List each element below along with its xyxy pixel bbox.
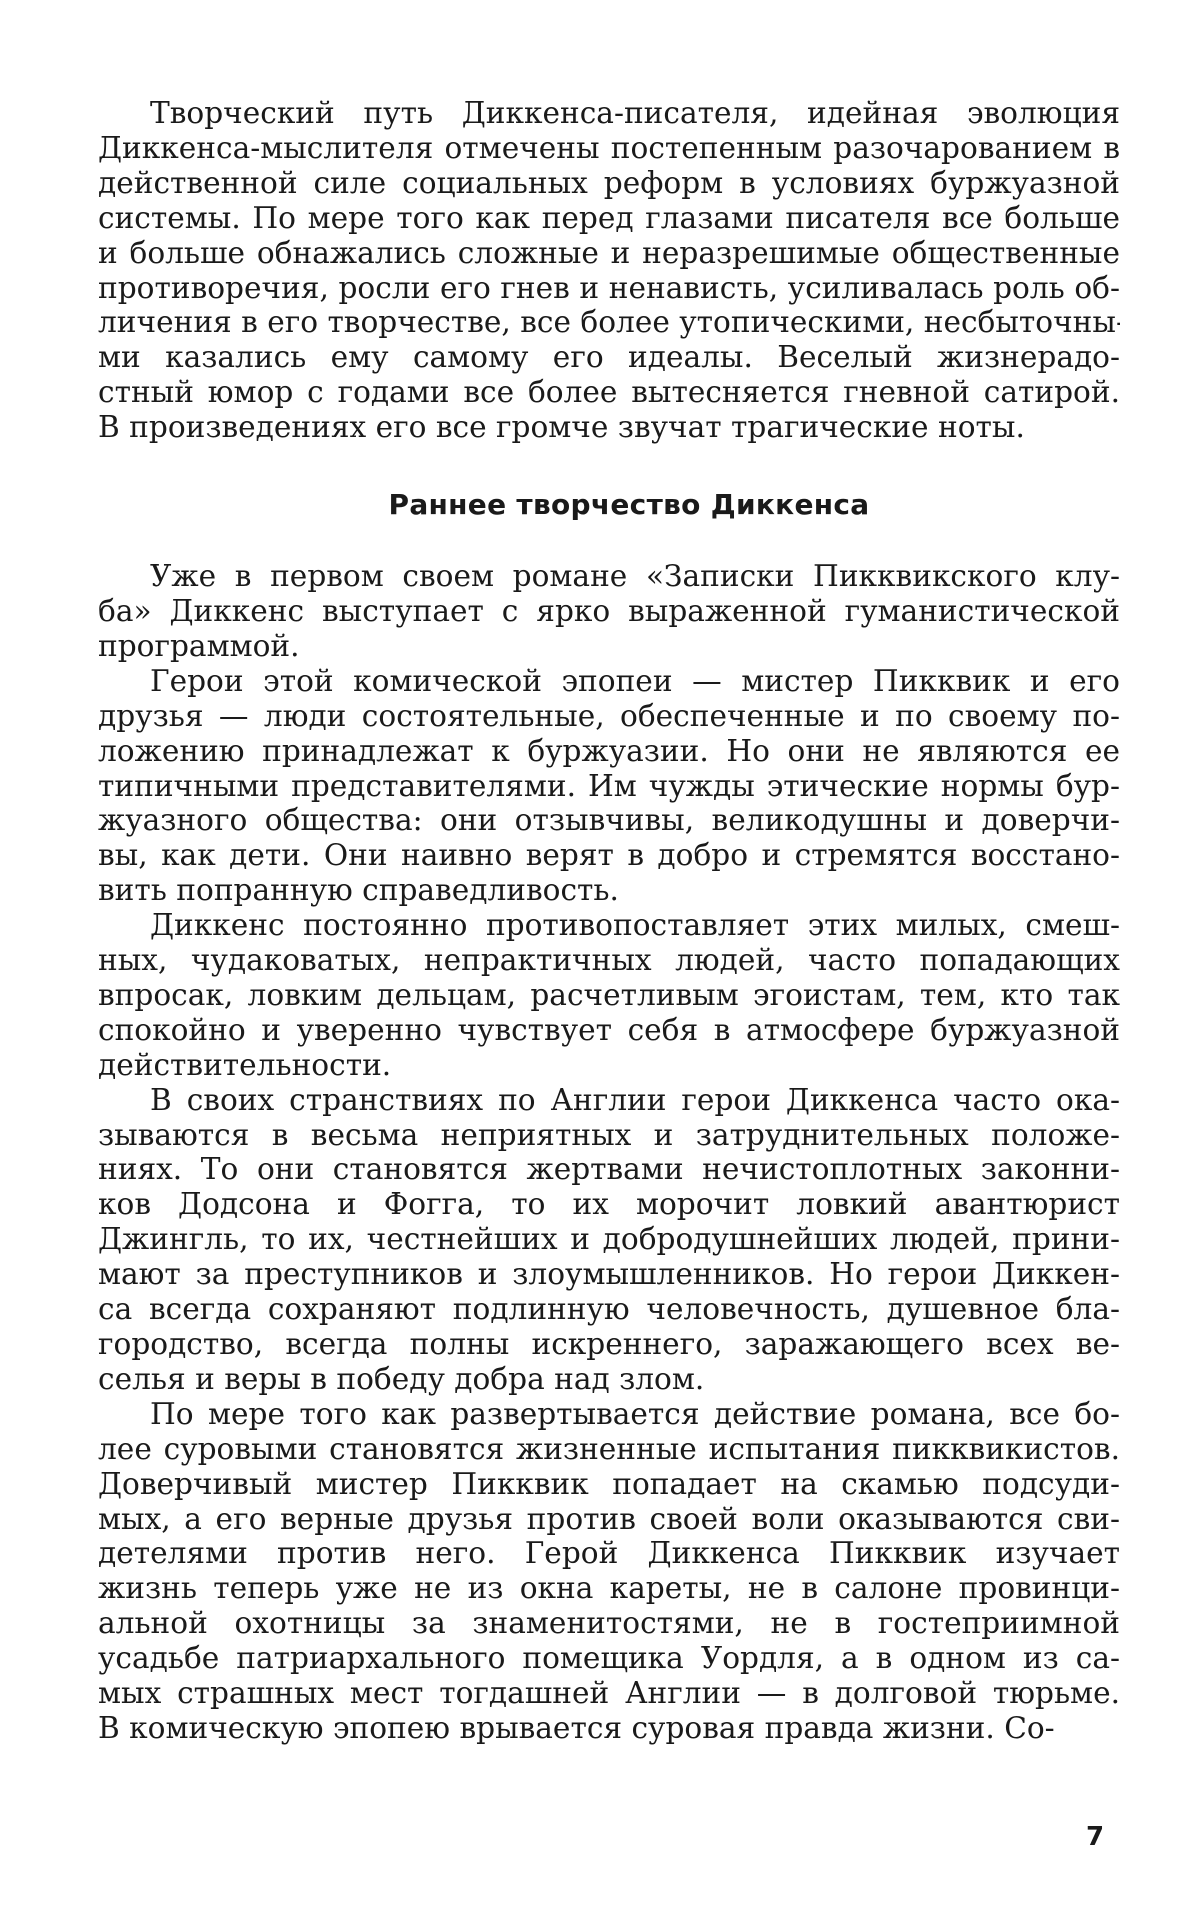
intro-line: личения в его творчестве, все более утопическими, несбыточны- <box>98 305 1120 340</box>
section-heading: Раннее творчество Диккенса <box>98 487 1120 523</box>
intro-line: стный юмор с годами все более вытесняется гневной сатирой. <box>98 375 1120 410</box>
intro-line: Диккенса-мыслителя отмечены постепенным разочарованием в <box>98 131 1120 166</box>
paragraph-2-line: друзья — люди состоятельные, обеспеченные и по своему по- <box>98 699 1120 734</box>
paragraph <box>98 908 1120 1083</box>
paragraph-5-line: В комическую эпопею врывается суровая правда жизни. Со- <box>98 1711 1120 1746</box>
paragraph-4-line: зываются в весьма неприятных и затруднительных положе- <box>98 1118 1120 1153</box>
paragraph-1-line: ба» Диккенс выступает с ярко выраженной гуманистической <box>98 594 1120 629</box>
intro-line: противоречия, росли его гнев и ненависть, усиливалась роль об- <box>98 271 1120 306</box>
paragraph-5-line: Доверчивый мистер Пикквик попадает на скамью подсуди- <box>98 1467 1120 1502</box>
intro-paragraph <box>98 96 1120 445</box>
intro-line: действенной силе социальных реформ в условиях буржуазной <box>98 166 1120 201</box>
paragraph-2-line: вить попранную справедливость. <box>98 873 1120 908</box>
paragraph-5-line: По мере того как развертывается действие романа, все бо- <box>98 1397 1120 1432</box>
paragraph-2-line: ложению принадлежат к буржуазии. Но они не являются ее <box>98 734 1120 769</box>
paragraph-4-line: мают за преступников и злоумышленников. Но герои Диккен- <box>98 1257 1120 1292</box>
paragraph-4-line: ков Додсона и Фогга, то их морочит ловкий авантюрист <box>98 1187 1120 1222</box>
paragraph <box>98 664 1120 908</box>
paragraph-4-line: са всегда сохраняют подлинную человечность, душевное бла- <box>98 1292 1120 1327</box>
paragraph-5-line: альной охотницы за знаменитостями, не в гостеприимной <box>98 1606 1120 1641</box>
paragraph-2-line: типичными представителями. Им чужды этические нормы бур- <box>98 769 1120 804</box>
paragraph-5-line: лее суровыми становятся жизненные испытания пикквикистов. <box>98 1432 1120 1467</box>
paragraph-4-line: селья и веры в победу добра над злом. <box>98 1362 1120 1397</box>
body-text <box>98 559 1120 1746</box>
intro-line: ми казались ему самому его идеалы. Веселый жизнерадо- <box>98 340 1120 375</box>
paragraph-3-line: спокойно и уверенно чувствует себя в атмосфере буржуазной <box>98 1013 1120 1048</box>
paragraph-1-line: программой. <box>98 629 1120 664</box>
paragraph-4-line: ниях. То они становятся жертвами нечистоплотных законни- <box>98 1152 1120 1187</box>
paragraph-5-line: детелями против него. Герой Диккенса Пикквик изучает <box>98 1536 1120 1571</box>
paragraph-5-line: мых страшных мест тогдашней Англии — в долговой тюрьме. <box>98 1676 1120 1711</box>
paragraph-4-line: Джингль, то их, честнейших и добродушнейших людей, прини- <box>98 1222 1120 1257</box>
paragraph-2-line: вы, как дети. Они наивно верят в добро и стремятся восстано- <box>98 838 1120 873</box>
intro-line: и больше обнажались сложные и неразрешимые общественные <box>98 236 1120 271</box>
paragraph-2-line: Герои этой комической эпопеи — мистер Пикквик и его <box>98 664 1120 699</box>
paragraph-3-line: действительности. <box>98 1048 1120 1083</box>
paragraph-5-line: мых, а его верные друзья против своей воли оказываются сви- <box>98 1502 1120 1537</box>
book-page <box>98 96 1120 1746</box>
paragraph-1-line: Уже в первом своем романе «Записки Пикквикского клу- <box>98 559 1120 594</box>
paragraph <box>98 559 1120 664</box>
paragraph-2-line: жуазного общества: они отзывчивы, великодушны и доверчи- <box>98 803 1120 838</box>
intro-line: В произведениях его все громче звучат трагические ноты. <box>98 410 1120 445</box>
paragraph <box>98 1083 1120 1397</box>
paragraph-4-line: В своих странствиях по Англии герои Диккенса часто ока- <box>98 1083 1120 1118</box>
paragraph-3-line: Диккенс постоянно противопоставляет этих милых, смеш- <box>98 908 1120 943</box>
paragraph-4-line: городство, всегда полны искреннего, заражающего всех ве- <box>98 1327 1120 1362</box>
paragraph-5-line: усадьбе патриархального помещика Уордля, а в одном из са- <box>98 1641 1120 1676</box>
paragraph <box>98 1397 1120 1746</box>
intro-line: системы. По мере того как перед глазами писателя все больше <box>98 201 1120 236</box>
paragraph-5-line: жизнь теперь уже не из окна кареты, не в салоне провинци- <box>98 1571 1120 1606</box>
paragraph-3-line: ных, чудаковатых, непрактичных людей, часто попадающих <box>98 943 1120 978</box>
intro-line: Творческий путь Диккенса-писателя, идейная эволюция <box>98 96 1120 131</box>
paragraph-3-line: впросак, ловким дельцам, расчетливым эгоистам, тем, кто так <box>98 978 1120 1013</box>
page-number: 7 <box>1086 1822 1104 1852</box>
